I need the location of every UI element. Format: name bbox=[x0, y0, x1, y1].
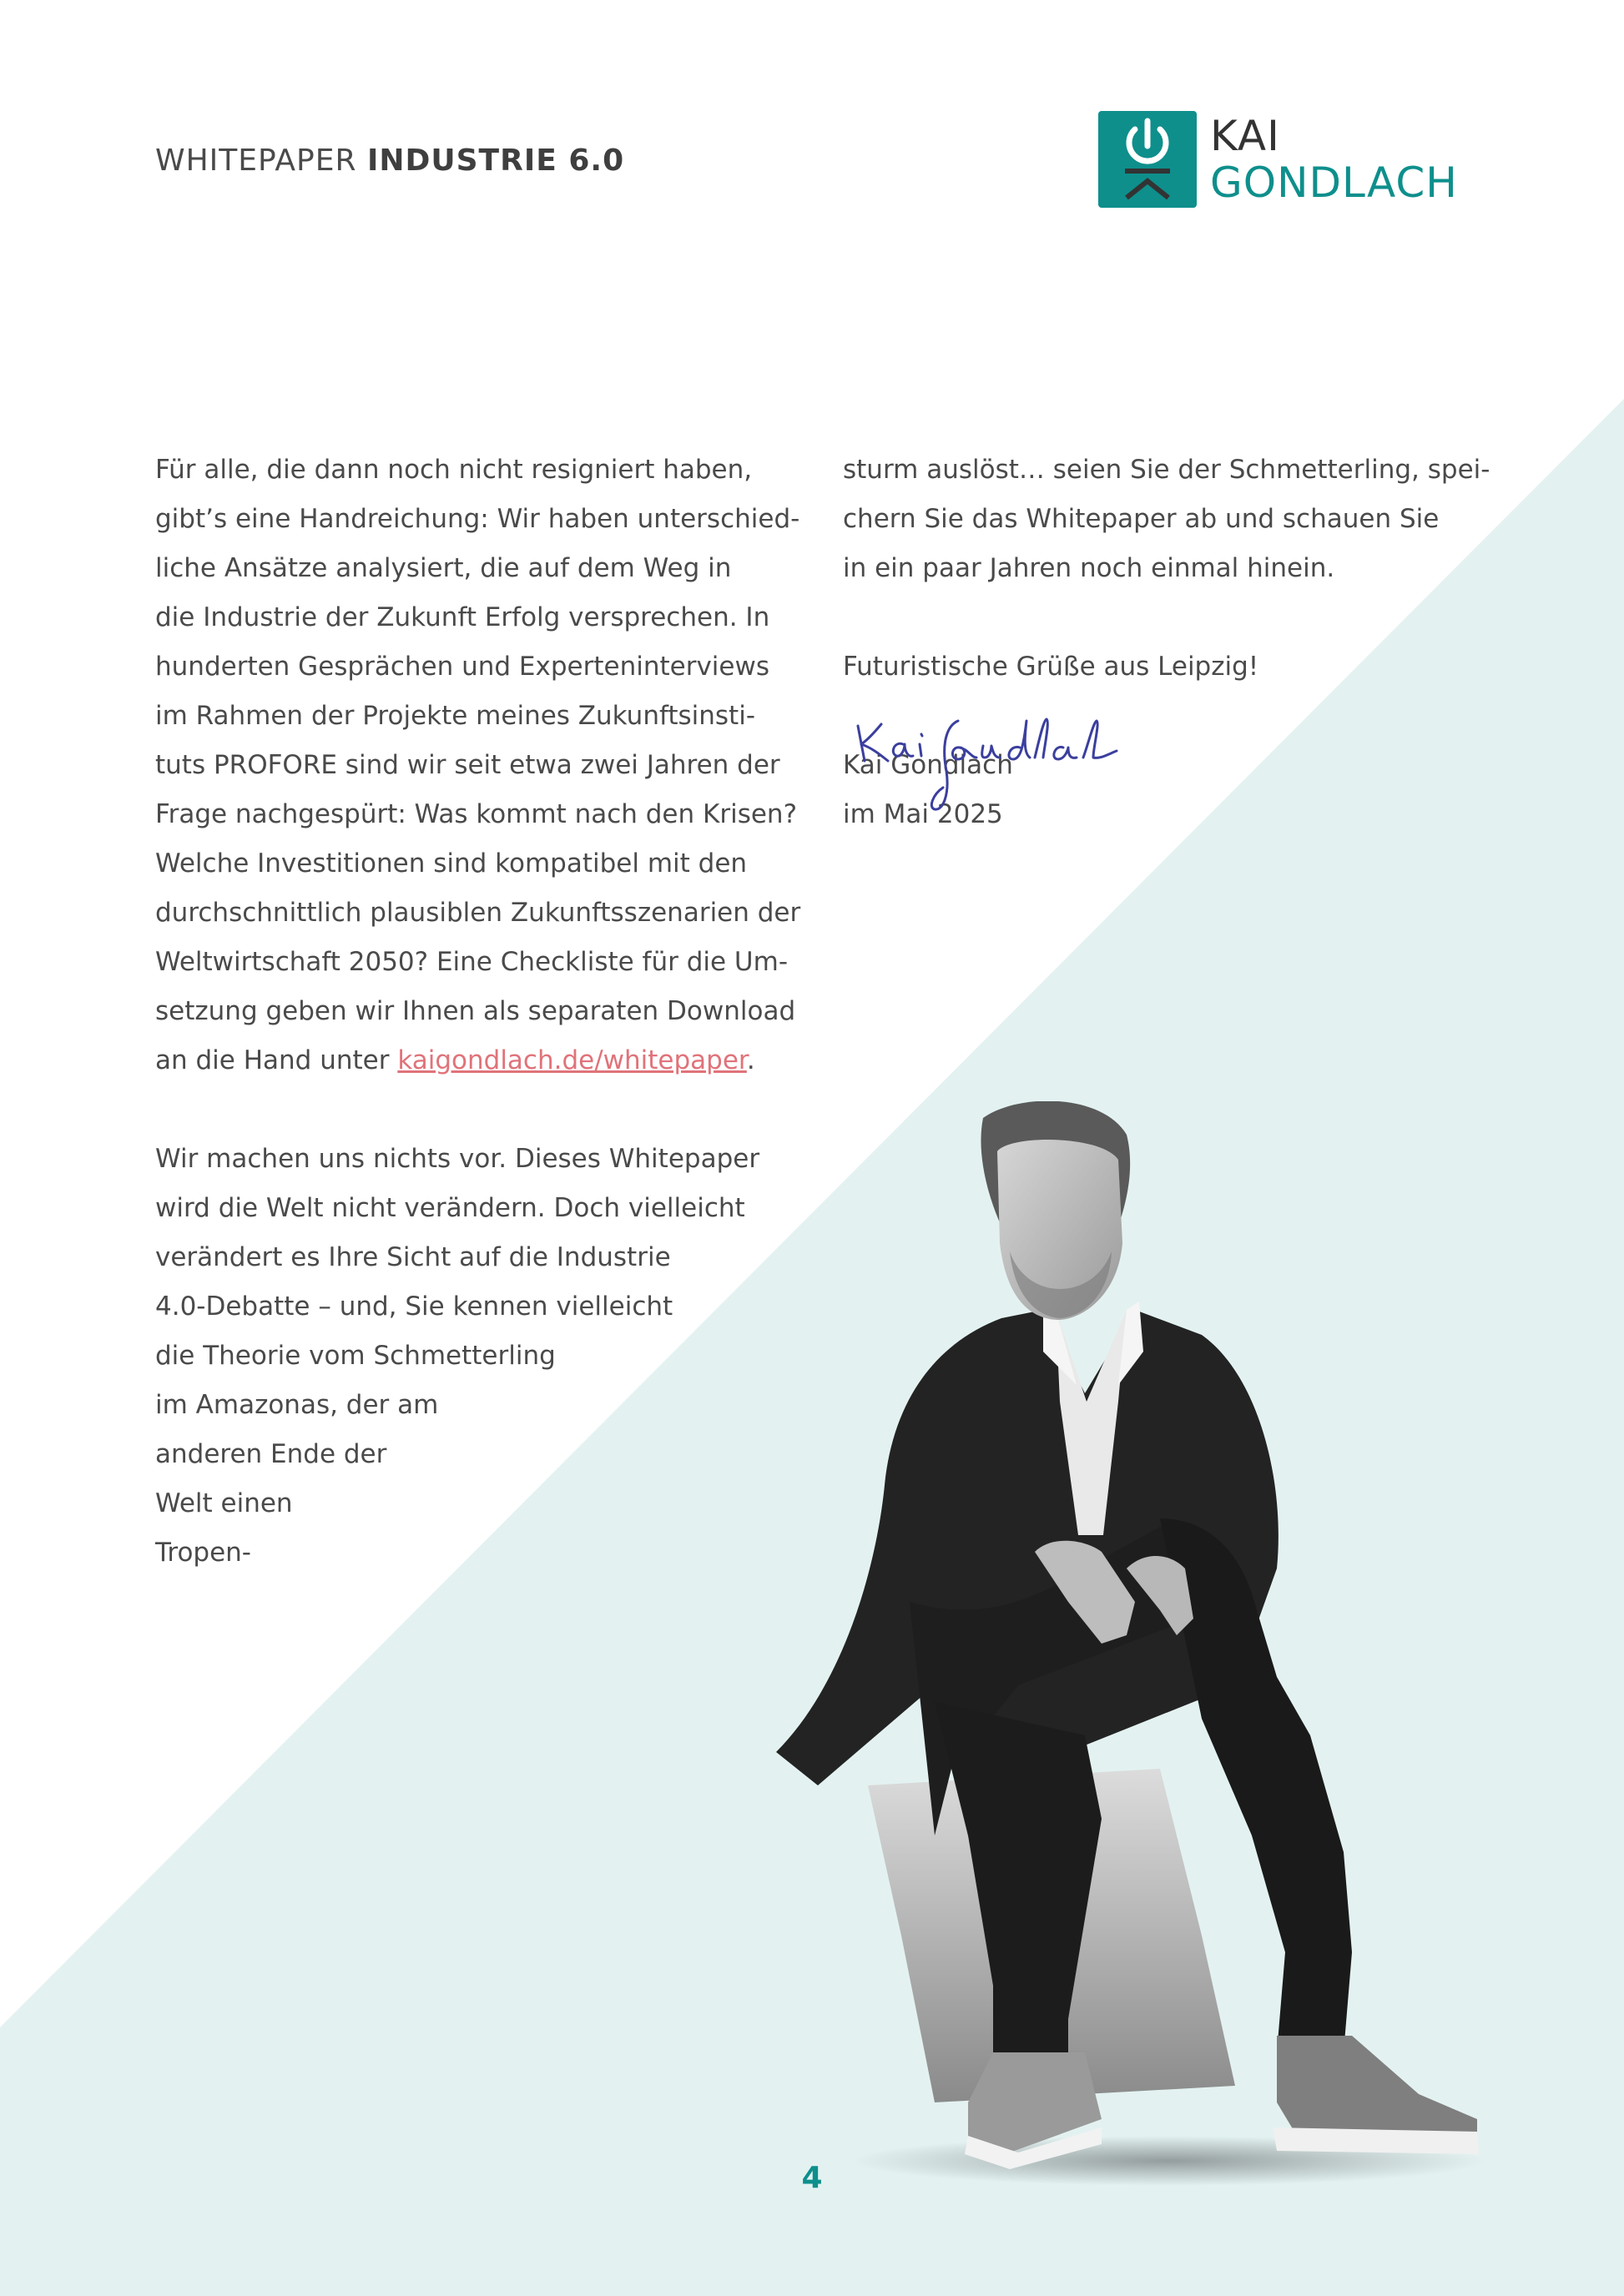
text-line: sturm auslöst… seien Sie der Schmetterling, spei- bbox=[843, 455, 1490, 485]
text-line: im Amazonas, der am bbox=[155, 1390, 439, 1420]
text-line-with-link bbox=[155, 1036, 789, 1085]
text-line: liche Ansätze analysiert, die auf dem Weg in bbox=[155, 553, 732, 583]
text-line: Tropen- bbox=[155, 1538, 251, 1568]
logo-icon bbox=[1098, 111, 1197, 208]
author-portrait bbox=[768, 1101, 1485, 2203]
text-line: Für alle, die dann noch nicht resigniert haben, bbox=[155, 455, 753, 485]
logo-line-2: GONDLACH bbox=[1210, 159, 1458, 207]
text-line: durchschnittlich plausiblen Zukunftsszenarien der bbox=[155, 898, 801, 928]
link-suffix: . bbox=[746, 1045, 755, 1075]
text-line: in ein paar Jahren noch einmal hinein. bbox=[843, 553, 1335, 583]
paragraph-gap bbox=[155, 1085, 789, 1135]
greeting bbox=[843, 642, 1494, 692]
left-text-column bbox=[155, 446, 801, 1578]
text-line: wird die Welt nicht verändern. Doch vielleicht bbox=[155, 1193, 745, 1223]
text-line: die Theorie vom Schmetterling bbox=[155, 1341, 556, 1371]
header-title-light: WHITEPAPER bbox=[155, 144, 357, 178]
handwritten-signature bbox=[850, 711, 1133, 819]
text-line: chern Sie das Whitepaper ab und schauen Sie bbox=[843, 504, 1440, 534]
logo-wordmark bbox=[1210, 113, 1458, 206]
text-line: 4.0-Debatte – und, Sie kennen vielleicht bbox=[155, 1292, 673, 1322]
text-line: anderen Ende der bbox=[155, 1439, 387, 1469]
logo-line-1: KAI bbox=[1210, 112, 1280, 160]
page-number: 4 bbox=[801, 2161, 823, 2195]
whitepaper-download-link[interactable]: kaigondlach.de/whitepaper bbox=[397, 1045, 747, 1075]
left-paragraph-2 bbox=[155, 1135, 789, 1578]
paragraph-gap bbox=[843, 593, 1494, 642]
header-title-bold: INDUSTRIE 6.0 bbox=[366, 144, 625, 178]
author-name: Kai Gondlach bbox=[843, 750, 1013, 780]
text-line: Weltwirtschaft 2050? Eine Checkliste für die Um- bbox=[155, 947, 789, 977]
greeting-text: Futuristische Grüße aus Leipzig! bbox=[843, 652, 1259, 682]
text-line: Welche Investitionen sind kompatibel mit den bbox=[155, 848, 748, 879]
left-paragraph-1 bbox=[155, 446, 801, 1085]
text-line: die Industrie der Zukunft Erfolg versprechen. In bbox=[155, 602, 770, 632]
link-prefix: an die Hand unter bbox=[155, 1045, 398, 1075]
document-header-title bbox=[155, 144, 624, 178]
text-line: gibt’s eine Handreichung: Wir haben unterschied- bbox=[155, 504, 800, 534]
text-line: tuts PROFORE sind wir seit etwa zwei Jahren der bbox=[155, 750, 780, 780]
text-line: im Rahmen der Projekte meines Zukunftsinsti- bbox=[155, 701, 756, 731]
right-paragraph-1 bbox=[843, 446, 1494, 593]
text-line: Welt einen bbox=[155, 1488, 293, 1518]
text-line: hunderten Gesprächen und Experteninterviews bbox=[155, 652, 769, 682]
author-date: im Mai 2025 bbox=[843, 799, 1003, 829]
brand-logo bbox=[1098, 111, 1474, 209]
text-line: Wir machen uns nichts vor. Dieses Whitepaper bbox=[155, 1144, 760, 1174]
text-line: setzung geben wir Ihnen als separaten Download bbox=[155, 996, 796, 1026]
text-line: verändert es Ihre Sicht auf die Industrie bbox=[155, 1242, 671, 1272]
text-line: Frage nachgespürt: Was kommt nach den Krisen? bbox=[155, 799, 798, 829]
